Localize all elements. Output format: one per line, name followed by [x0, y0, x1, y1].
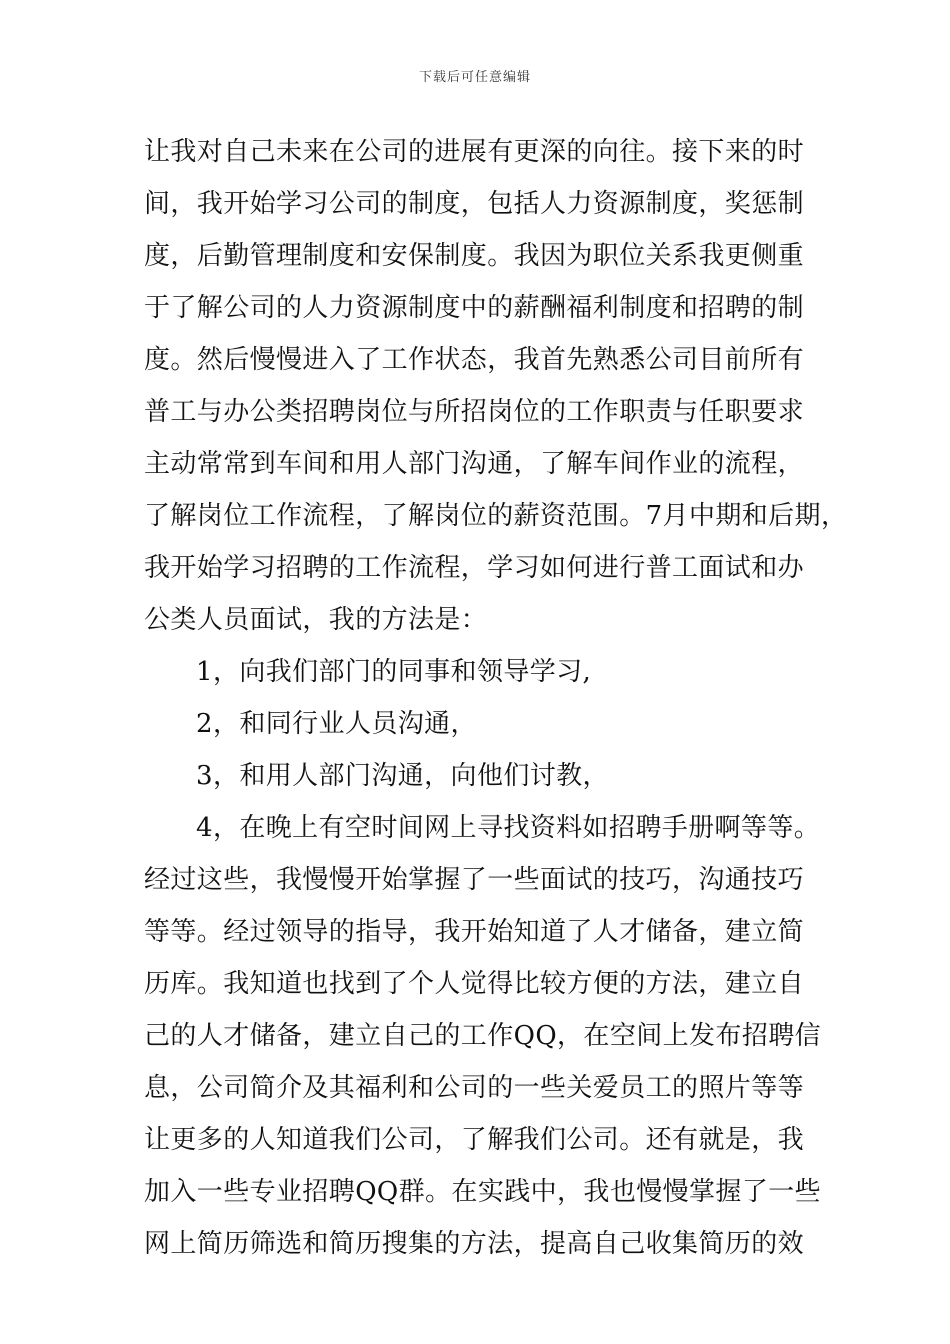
text-line: 普工与办公类招聘岗位与所招岗位的工作职责与任职要求: [144, 397, 805, 427]
text-line: 等等。经过领导的指导，我开始知道了人才储备，建立简: [144, 917, 805, 947]
list-item-1: 1，向我们部门的同事和领导学习,: [196, 657, 592, 687]
text-line: 主动常常到车间和用人部门沟通，了解车间作业的流程，: [144, 449, 805, 479]
text-line: 加入一些专业招聘QQ群。在实践中，我也慢慢掌握了一些: [144, 1177, 822, 1207]
text-line: 间，我开始学习公司的制度，包括人力资源制度，奖惩制: [144, 189, 805, 219]
text-line: 息，公司简介及其福利和公司的一些关爱员工的照片等等: [144, 1073, 805, 1103]
document-body: [144, 126, 848, 1270]
text-line: 己的人才储备，建立自己的工作QQ，在空间上发布招聘信: [144, 1021, 822, 1051]
list-item-2: 2，和同行业人员沟通，: [196, 709, 477, 739]
text-line: 我开始学习招聘的工作流程，学习如何进行普工面试和办: [144, 553, 805, 583]
text-line: 度。然后慢慢进入了工作状态，我首先熟悉公司目前所有: [144, 345, 805, 375]
list-item-3: 3，和用人部门沟通，向他们讨教，: [196, 761, 609, 791]
page-header: 下载后可任意编辑: [418, 70, 531, 85]
text-line: 让更多的人知道我们公司，了解我们公司。还有就是，我: [144, 1125, 805, 1155]
text-line: 经过这些，我慢慢开始掌握了一些面试的技巧，沟通技巧: [144, 865, 805, 895]
text-line: 公类人员面试，我的方法是：: [144, 605, 488, 635]
text-line: 度，后勤管理制度和安保制度。我因为职位关系我更侧重: [144, 241, 805, 271]
text-line: 历库。我知道也找到了个人觉得比较方便的方法，建立自: [144, 969, 805, 999]
list-item-4: 4，在晚上有空时间网上寻找资料如招聘手册啊等等。: [196, 813, 821, 843]
text-line: 于了解公司的人力资源制度中的薪酬福利制度和招聘的制: [144, 293, 805, 323]
text-line: 了解岗位工作流程，了解岗位的薪资范围。7月中期和后期，: [144, 501, 848, 531]
text-line: 网上简历筛选和简历搜集的方法，提高自己收集简历的效: [144, 1229, 805, 1259]
text-line: 让我对自己未来在公司的进展有更深的向往。接下来的时: [144, 137, 805, 167]
